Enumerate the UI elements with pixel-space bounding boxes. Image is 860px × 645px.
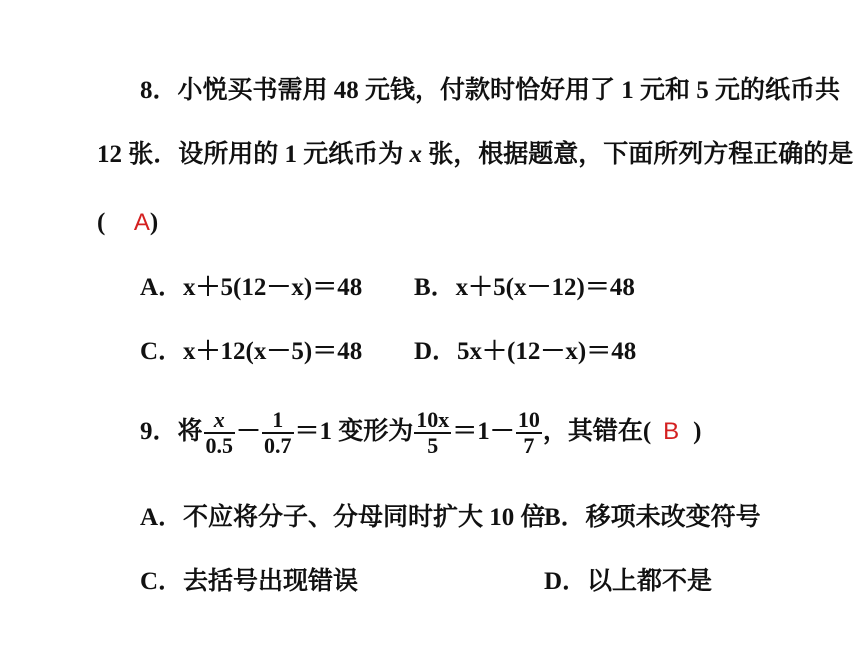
q9-fraction-1-numerator: x [204,408,236,434]
q9-equals-2: ＝1－ [452,418,515,445]
q9-suffix: ，其错在( [542,418,652,445]
q9-paren-close: ) [693,418,702,445]
q9-fraction-1 [204,408,236,458]
q9-fraction-4-numerator: 10 [517,407,540,433]
q8-line-2-text-a: 12 张．设所用的 1 元纸币为 [97,141,410,168]
q8-option-b: B．x＋5(x－12)＝48 [414,274,635,301]
q9-equals-1: ＝1 变形为 [294,418,414,445]
q9-fraction-2-denominator: 0.7 [264,433,292,459]
q8-option-d: D．5x＋(12－x)＝48 [414,338,637,365]
q9-stem [140,402,701,462]
q8-variable-x: x [409,141,423,168]
q9-fraction-3 [414,408,451,458]
q8-option-a: A．x＋5(12－x)＝48 [140,274,363,301]
q8-paren-open: ( [97,209,106,236]
q9-option-d: D．以上都不是 [544,568,713,595]
q8-line-1: 8．小悦买书需用 48 元钱，付款时恰好用了 1 元和 5 元的纸币共 [140,77,841,104]
q8-line-2-text-b: 张，根据题意，下面所列方程正确的是 [422,141,854,168]
q9-fraction-3-numerator: 10x [416,407,450,433]
q9-option-a: A．不应将分子、分母同时扩大 10 倍 [140,504,546,531]
q9-option-c: C．去括号出现错误 [140,568,359,595]
q9-fraction-2-numerator: 1 [262,408,294,434]
q8-line-2 [97,140,853,170]
q8-option-c: C．x＋12(x－5)＝48 [140,338,363,365]
q9-option-b: B．移项未改变符号 [544,504,761,531]
q9-fraction-2 [262,408,294,458]
q8-paren-close: ) [149,209,159,236]
q9-fraction-3-denominator: 5 [427,433,439,459]
q9-answer: B [663,418,680,445]
q9-prefix: 9．将 [140,418,203,445]
q9-fraction-1-denominator: 0.5 [205,433,234,459]
q8-answer-line [97,208,158,238]
q8-answer: A [133,209,150,236]
q9-minus: － [236,418,262,445]
q9-fraction-4 [516,408,542,458]
q9-fraction-4-denominator: 7 [523,433,535,459]
